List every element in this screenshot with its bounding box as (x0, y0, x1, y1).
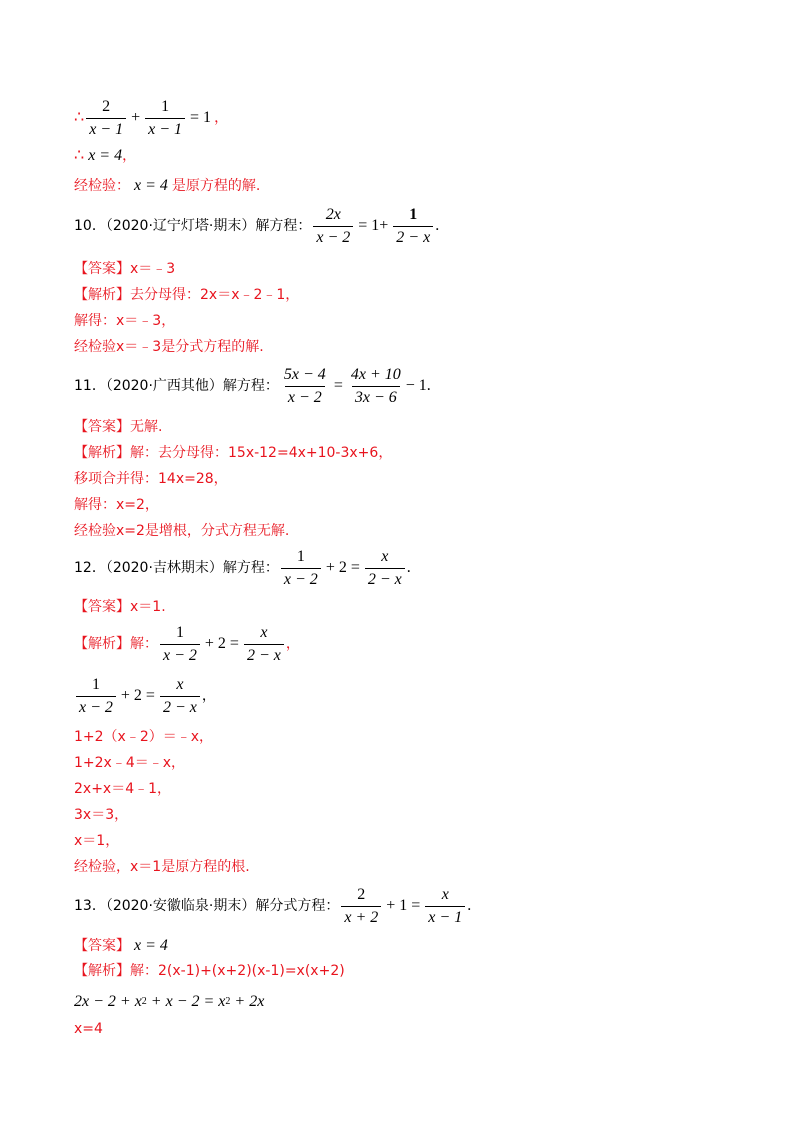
solution-step: 移项合并得：14x=28， (74, 471, 228, 487)
solution-step: 1+2x﹣4＝﹣x， (74, 755, 186, 771)
therefore-symbol: ∴ (74, 109, 85, 127)
question-13: 13．（2020·安徽临泉·期末）解分式方程： $\frac{2}{x + 2}$ + 1 = $\frac{x}{x - 1}$ . (74, 886, 472, 926)
answer-11: 【答案】 无解. (74, 419, 163, 435)
answer-10: 【答案】 x＝﹣3 (74, 261, 176, 277)
solution-step: 3x＝3， (74, 807, 129, 823)
question-10: 10．（2020·辽宁灯塔·期末）解方程： $\frac{2x}{x - 2}$ = 1+ $\frac{1}{2 - x}$ . (74, 206, 440, 246)
analysis-12: 【解析】 解： $\frac{1}{x - 2}$ + 2 = $\frac{x}{2 - x}$ ， (74, 624, 300, 664)
analysis-13: 【解析】 解：2(x-1)+(x+2)(x-1)=x(x+2) (74, 963, 345, 979)
question-11: 11．（2020·广西其他）解方程： $\frac{5x - 4}{x - 2}$ = $\frac{4x + 10}{3x - 6}$ − 1. (74, 366, 431, 406)
solution-step: 1+2（x﹣2）＝﹣x， (74, 729, 214, 745)
step-line-1: ∴ $\frac{2}{x - 1}$ + $\frac{1}{x - 1}$ = 1 ， (74, 98, 229, 138)
solution-step: x=4 (74, 1021, 103, 1037)
answer-13: 【答案】 x = 4 (74, 937, 168, 954)
solution-step: 2x+x＝4﹣1， (74, 781, 172, 797)
solution-step: x＝1， (74, 833, 120, 849)
fraction: $\frac{1}{x - 1}$ (145, 98, 185, 138)
question-12: 12．（2020·吉林期末）解方程： $\frac{1}{x - 2}$ + 2 = $\frac{x}{2 - x}$ . (74, 548, 411, 588)
step-line-2: ∴ x = 4 ， (74, 147, 137, 164)
analysis-10: 【解析】 去分母得：2x＝x﹣2﹣1， (74, 287, 300, 303)
solution-step: 经检验x=2是增根，分式方程无解. (74, 523, 290, 539)
analysis-11: 【解析】 解：去分母得：15x-12=4x+10-3x+6， (74, 445, 393, 461)
fraction: $\frac{2}{x - 1}$ (86, 98, 126, 138)
answer-12: 【答案】 x＝1. (74, 599, 166, 615)
verification-line: 经检验： x = 4 是原方程的解. (74, 177, 261, 194)
solution-expansion: 2x − 2 + x 2 + x − 2 = x 2 + 2x (74, 993, 265, 1010)
solution-step: 解得：x＝﹣3， (74, 313, 176, 329)
solution-equation: $\frac{1}{x - 2}$ + 2 = $\frac{x}{2 - x}$ ， (74, 676, 216, 716)
solution-step: 经检验，x＝1是原方程的根. (74, 859, 250, 875)
solution-step: 解得：x=2， (74, 497, 159, 513)
solution-step: 经检验x＝﹣3是分式方程的解. (74, 339, 264, 355)
